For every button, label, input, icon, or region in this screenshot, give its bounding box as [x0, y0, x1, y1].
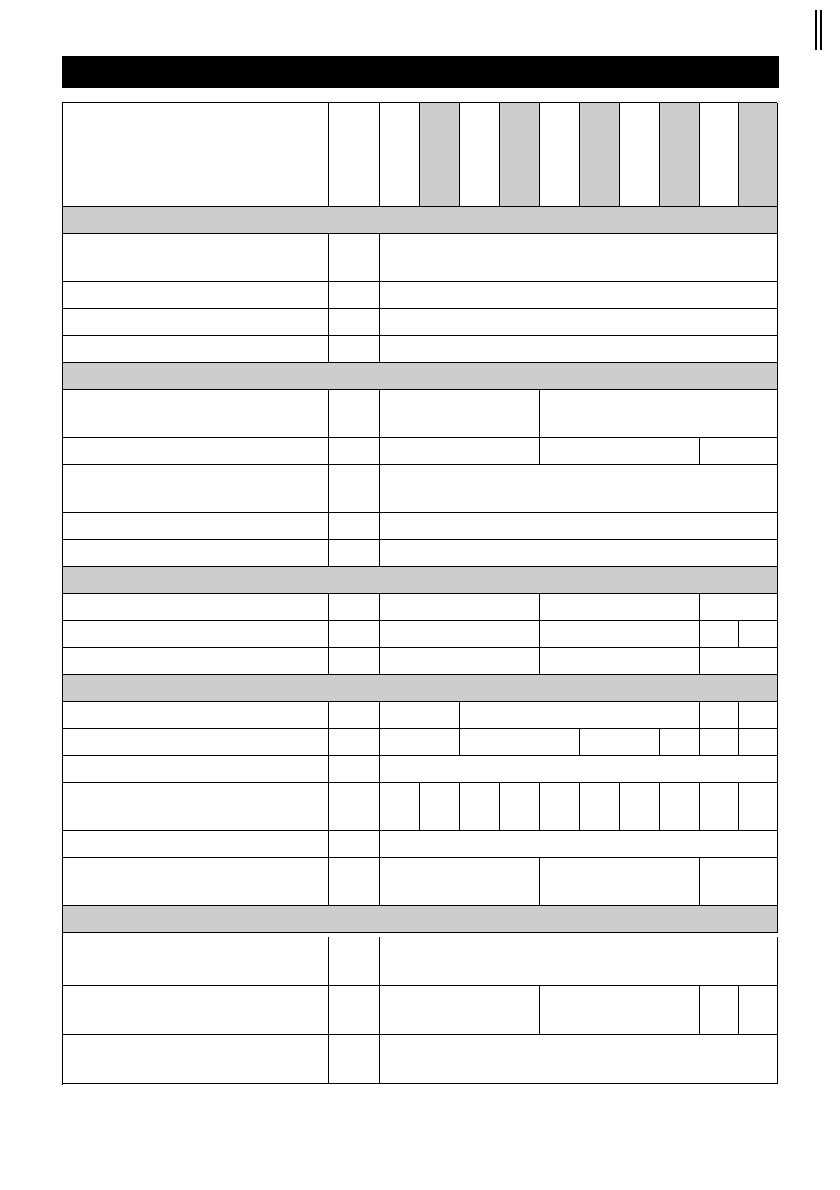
row-unit — [329, 234, 380, 282]
row-label — [63, 309, 329, 336]
row-value — [739, 702, 778, 729]
row-unit — [329, 336, 380, 363]
row-label — [63, 621, 329, 648]
row-label — [63, 648, 329, 675]
row-unit — [329, 702, 380, 729]
row-value — [580, 729, 660, 756]
title-bar — [62, 56, 779, 88]
section-header — [63, 675, 778, 702]
row-label — [63, 783, 329, 831]
row-value — [540, 390, 778, 438]
row-label — [63, 729, 329, 756]
header-label-cell — [63, 103, 329, 207]
row-label — [63, 234, 329, 282]
row-value — [739, 986, 778, 1035]
header-model-col — [500, 103, 540, 207]
row-value — [540, 783, 580, 831]
section-header — [63, 207, 778, 234]
row-label — [63, 282, 329, 309]
row-unit — [329, 309, 380, 336]
row-unit — [329, 621, 380, 648]
technical-data-table-tail — [62, 937, 777, 1085]
row-unit — [329, 937, 380, 986]
row-value — [380, 986, 540, 1035]
row-unit — [329, 729, 380, 756]
row-unit — [329, 282, 380, 309]
row-value — [500, 783, 540, 831]
row-value — [380, 465, 778, 513]
row-label — [63, 858, 329, 906]
page-edge-marker — [815, 10, 822, 50]
row-label — [63, 336, 329, 363]
row-value — [420, 783, 460, 831]
row-value — [380, 783, 420, 831]
row-value — [380, 513, 778, 540]
row-value — [380, 858, 540, 906]
row-unit — [329, 1035, 380, 1084]
row-value — [739, 729, 778, 756]
row-value — [380, 729, 460, 756]
row-value — [700, 986, 739, 1035]
header-model-col — [420, 103, 460, 207]
row-label — [63, 465, 329, 513]
row-value — [380, 540, 778, 567]
row-value — [540, 594, 700, 621]
row-value — [620, 783, 660, 831]
row-value — [460, 729, 580, 756]
row-unit — [329, 594, 380, 621]
row-value — [380, 621, 540, 648]
row-unit — [329, 783, 380, 831]
row-value — [700, 594, 778, 621]
header-model-col — [540, 103, 580, 207]
row-value — [700, 438, 778, 465]
row-label — [63, 540, 329, 567]
row-unit — [329, 986, 380, 1035]
row-value — [380, 648, 540, 675]
row-value — [700, 729, 739, 756]
row-value — [380, 282, 778, 309]
row-value — [380, 336, 778, 363]
section-header — [63, 906, 778, 933]
row-unit — [329, 540, 380, 567]
row-unit — [329, 756, 380, 783]
row-value — [700, 858, 778, 906]
section-header — [63, 567, 778, 594]
row-label — [63, 1035, 329, 1084]
row-value — [380, 594, 540, 621]
row-value — [700, 648, 778, 675]
row-value — [540, 858, 700, 906]
row-unit — [329, 648, 380, 675]
row-unit — [329, 438, 380, 465]
row-value — [739, 621, 778, 648]
row-value — [540, 438, 700, 465]
row-value — [380, 702, 460, 729]
header-model-col — [739, 103, 778, 207]
section-header — [63, 363, 778, 390]
row-unit — [329, 465, 380, 513]
row-value — [660, 729, 700, 756]
row-value — [540, 621, 700, 648]
row-value — [380, 309, 778, 336]
row-value — [540, 986, 700, 1035]
header-model-col — [660, 103, 700, 207]
row-unit — [329, 858, 380, 906]
row-label — [63, 702, 329, 729]
row-value — [380, 756, 778, 783]
row-value — [540, 648, 700, 675]
row-value — [380, 937, 778, 986]
row-label — [63, 831, 329, 858]
row-label — [63, 513, 329, 540]
row-unit — [329, 390, 380, 438]
row-label — [63, 937, 329, 986]
row-value — [380, 831, 778, 858]
header-model-col — [380, 103, 420, 207]
header-unit-cell — [329, 103, 380, 207]
row-value — [380, 234, 778, 282]
row-value — [739, 783, 778, 831]
row-value — [660, 783, 700, 831]
row-label — [63, 390, 329, 438]
row-value — [460, 702, 700, 729]
row-label — [63, 986, 329, 1035]
row-value — [700, 621, 739, 648]
row-value — [580, 783, 620, 831]
row-value — [700, 783, 739, 831]
row-value — [700, 702, 739, 729]
row-value — [380, 438, 540, 465]
header-model-col — [580, 103, 620, 207]
row-unit — [329, 513, 380, 540]
header-model-col — [700, 103, 739, 207]
row-label — [63, 438, 329, 465]
row-value — [380, 390, 540, 438]
row-label — [63, 594, 329, 621]
technical-data-table — [62, 102, 777, 938]
row-value — [380, 1035, 778, 1084]
row-value — [460, 783, 500, 831]
header-model-col — [460, 103, 500, 207]
row-label — [63, 756, 329, 783]
row-unit — [329, 831, 380, 858]
header-model-col — [620, 103, 660, 207]
